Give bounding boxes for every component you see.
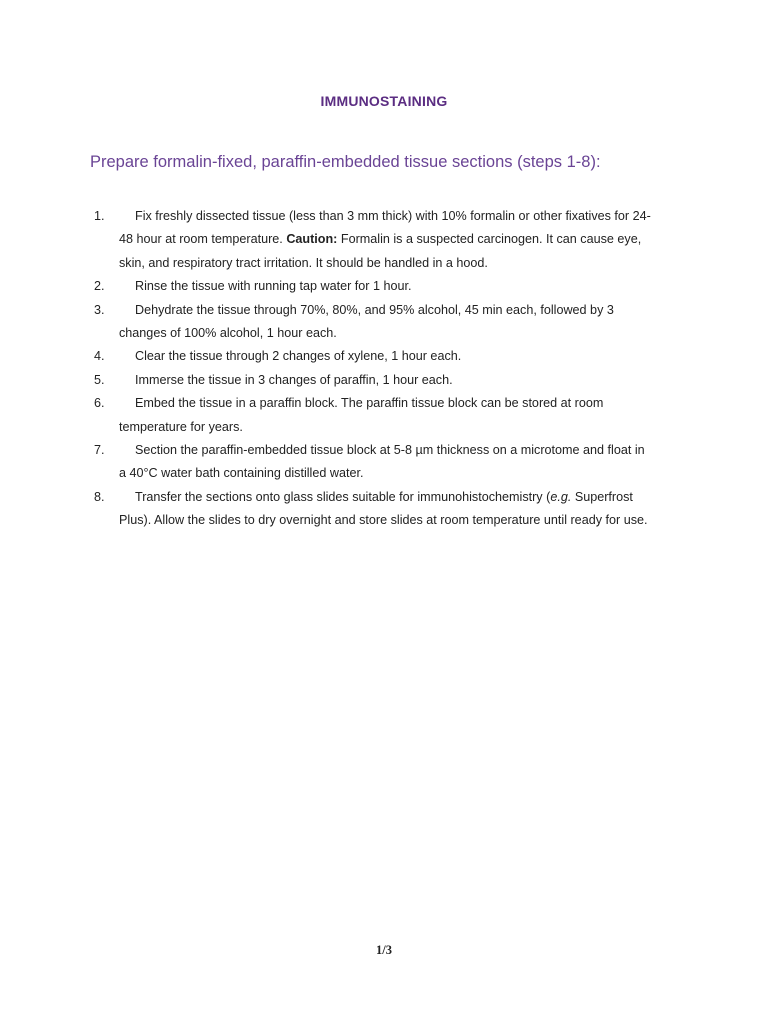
step-number: 4. bbox=[94, 349, 105, 364]
step-text-part: Superfrost Plus). Allow the slides to dry overnight and store slides at room temperature until ready for use. bbox=[119, 489, 648, 528]
section-heading: Prepare formalin-fixed, paraffin-embedded tissue sections (steps 1-8): bbox=[90, 153, 601, 171]
steps-list bbox=[94, 205, 654, 533]
list-item-step-1 bbox=[94, 205, 654, 275]
step-text bbox=[119, 205, 654, 275]
step-text-part: Fix freshly dissected tissue (less than 3 mm thick) with 10% formalin or other fixatives for 24-48 hour at room temperature. bbox=[119, 209, 651, 247]
step-text: Embed the tissue in a paraffin block. The paraffin tissue block can be stored at room temperature for years. bbox=[119, 396, 604, 434]
step-number: 2. bbox=[94, 279, 105, 294]
step-number: 5. bbox=[94, 372, 105, 387]
step-text: Dehydrate the tissue through 70%, 80%, and 95% alcohol, 45 min each, followed by 3 changes of 100% alcohol, 1 hour each. bbox=[119, 302, 614, 341]
step-number: 3. bbox=[94, 302, 105, 317]
step-text: Clear the tissue through 2 changes of xylene, 1 hour each. bbox=[135, 349, 462, 364]
list-item-step-6 bbox=[94, 392, 654, 439]
step-text: Immerse the tissue in 3 changes of paraffin, 1 hour each. bbox=[135, 372, 453, 387]
list-item-step-5 bbox=[94, 369, 654, 392]
list-item-step-8 bbox=[94, 486, 654, 533]
step-text: Section the paraffin-embedded tissue block at 5-8 µm thickness on a microtome and float in a 40°C water bath containing distilled water. bbox=[119, 443, 645, 481]
step-number: 1. bbox=[94, 209, 105, 223]
step-text: Rinse the tissue with running tap water for 1 hour. bbox=[135, 279, 412, 294]
caution-label: Caution: bbox=[286, 232, 338, 247]
list-item-step-4 bbox=[94, 345, 654, 368]
list-item-step-3 bbox=[94, 299, 654, 346]
eg-abbreviation: e.g. bbox=[550, 489, 572, 504]
step-number: 8. bbox=[94, 489, 105, 504]
step-number: 6. bbox=[94, 396, 105, 411]
page-number: 1/3 bbox=[376, 943, 392, 957]
step-number: 7. bbox=[94, 443, 105, 458]
step-text-part: Formalin is a suspected carcinogen. It can cause eye, skin, and respiratory tract irritation. It should be handled in a hood. bbox=[119, 232, 642, 270]
page-title: IMMUNOSTAINING bbox=[320, 93, 448, 109]
list-item-step-7 bbox=[94, 439, 654, 486]
list-item-step-2 bbox=[94, 275, 654, 298]
step-text bbox=[119, 486, 654, 533]
step-text-part: Transfer the sections onto glass slides suitable for immunohistochemistry ( bbox=[135, 489, 551, 504]
